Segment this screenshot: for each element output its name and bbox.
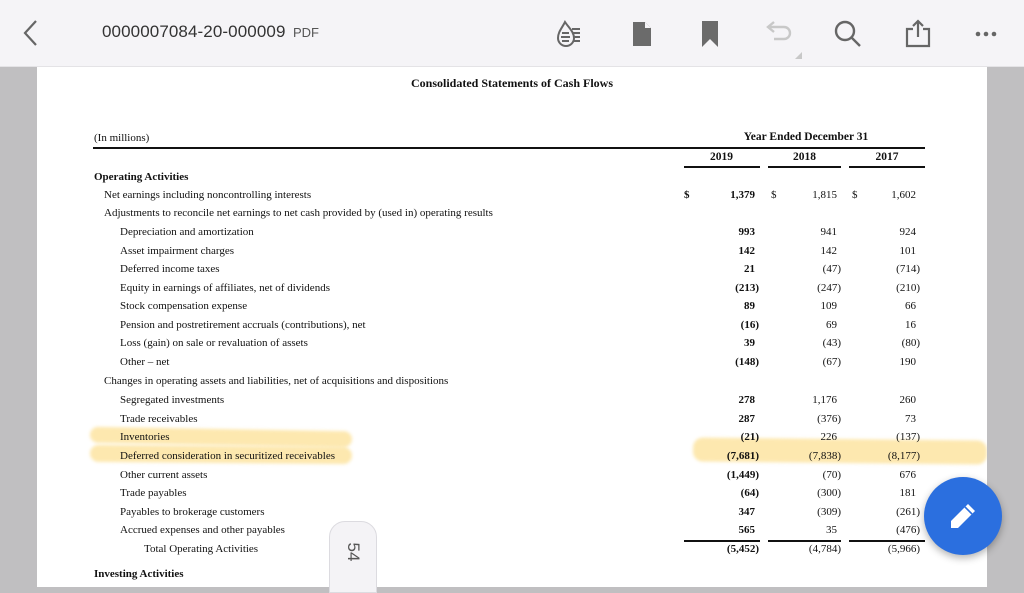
currency-symbol: $ [684, 189, 690, 201]
value-2019: (16) [740, 319, 759, 331]
back-icon [18, 16, 46, 50]
value-2017: 1,602 [891, 189, 916, 201]
row-label: Total Operating Activities [144, 543, 259, 555]
table-row [37, 543, 987, 561]
table-row [37, 207, 987, 225]
value-2018: 226 [820, 431, 837, 443]
value-2019: 89 [744, 300, 755, 312]
value-2019: (21) [740, 431, 759, 443]
value-2018: (67) [822, 356, 841, 368]
page-number: 54 [344, 542, 363, 562]
share-button[interactable] [902, 18, 934, 50]
value-2019: 287 [738, 413, 755, 425]
row-label: Loss (gain) on sale or revaluation of assets [120, 337, 308, 349]
table-row [37, 245, 987, 263]
table-row [37, 413, 987, 431]
value-2019: (64) [740, 487, 759, 499]
row-label: Inventories [120, 431, 170, 443]
row-label: Pension and postretirement accruals (contributions), net [120, 319, 366, 331]
table-row [37, 506, 987, 524]
year-2017: 2017 [875, 151, 899, 163]
value-2017: 924 [899, 226, 916, 238]
value-2018: 69 [826, 319, 837, 331]
table-row [37, 375, 987, 393]
edit-fab-button[interactable] [924, 477, 1002, 555]
header-rule [93, 147, 925, 149]
value-2018: (4,784) [808, 543, 841, 555]
value-2018: 109 [820, 300, 837, 312]
value-2017: 16 [905, 319, 916, 331]
row-label: Deferred income taxes [120, 263, 220, 275]
row-label: Stock compensation expense [120, 300, 248, 312]
table-row [37, 319, 987, 337]
page-button[interactable] [626, 18, 658, 50]
toolbar [0, 0, 1024, 67]
row-label: Depreciation and amortization [120, 226, 254, 238]
value-2019: (7,681) [726, 450, 759, 462]
value-2018: (247) [817, 282, 841, 294]
row-label: Equity in earnings of affiliates, net of dividends [120, 282, 330, 294]
units-label: (In millions) [94, 132, 150, 144]
value-2017: (80) [901, 337, 920, 349]
value-2018: (309) [817, 506, 841, 518]
value-2017: (210) [896, 282, 920, 294]
value-2019: 565 [738, 524, 755, 536]
total-rule [768, 540, 841, 542]
row-label: Adjustments to reconcile net earnings to net cash provided by (used in) operating results [104, 207, 493, 219]
value-2018: (43) [822, 337, 841, 349]
value-2018: 35 [826, 524, 837, 536]
bookmark-button[interactable] [694, 18, 726, 50]
value-2017: 190 [899, 356, 916, 368]
value-2017: 73 [905, 413, 916, 425]
value-2018: (7,838) [808, 450, 841, 462]
value-2017: (476) [896, 524, 920, 536]
value-2017: 260 [899, 394, 916, 406]
page-number-indicator[interactable] [329, 521, 377, 593]
value-2017: 181 [899, 487, 916, 499]
back-button[interactable] [18, 16, 46, 50]
year-rule [768, 166, 841, 168]
page-icon [626, 18, 658, 50]
value-2019: 1,379 [730, 189, 755, 201]
value-2019: 278 [738, 394, 755, 406]
total-rule [849, 540, 925, 542]
more-button[interactable] [972, 18, 1004, 50]
search-icon [832, 18, 864, 50]
value-2018: 1,176 [812, 394, 837, 406]
row-label: Segregated investments [120, 394, 225, 406]
year-2018: 2018 [793, 151, 816, 163]
table-row [37, 469, 987, 487]
value-2018: 142 [820, 245, 837, 257]
value-2018: 1,815 [812, 189, 837, 201]
table-row [37, 487, 987, 505]
value-2019: 347 [738, 506, 755, 518]
value-2019: 39 [744, 337, 755, 349]
value-2019: 142 [738, 245, 755, 257]
row-label: Payables to brokerage customers [120, 506, 265, 518]
value-2018: (376) [817, 413, 841, 425]
value-2017: 66 [905, 300, 916, 312]
row-label: Net earnings including noncontrolling interests [104, 189, 312, 201]
row-label: Trade receivables [120, 413, 198, 425]
statement-title: Consolidated Statements of Cash Flows [410, 76, 613, 90]
value-2019: (148) [735, 356, 759, 368]
undo-button[interactable] [764, 18, 796, 50]
year-rule [684, 166, 760, 168]
year-rule [849, 166, 925, 168]
total-rule [684, 540, 760, 542]
value-2018: (47) [822, 263, 841, 275]
table-row [37, 226, 987, 244]
value-2017: (714) [896, 263, 920, 275]
row-label: Deferred consideration in securitized receivables [120, 450, 336, 462]
row-label: Changes in operating assets and liabilities, net of acquisitions and dispositions [104, 375, 449, 387]
share-icon [902, 18, 934, 50]
table-row [37, 450, 987, 468]
year-2019: 2019 [710, 151, 733, 163]
value-2019: (5,452) [726, 543, 759, 555]
period-header: Year Ended December 31 [743, 131, 869, 143]
pdf-page[interactable] [37, 67, 987, 587]
table-row [37, 263, 987, 281]
value-2017: 676 [899, 469, 916, 481]
value-2019: 21 [744, 263, 755, 275]
value-2017: (261) [896, 506, 920, 518]
row-label: Trade payables [120, 487, 187, 499]
value-2019: (1,449) [726, 469, 759, 481]
table-row [37, 282, 987, 300]
table-row [37, 300, 987, 318]
table-row [37, 337, 987, 355]
section-investing-activities: Investing Activities [94, 568, 184, 580]
row-label: Accrued expenses and other payables [120, 524, 285, 536]
document-type: PDF [293, 25, 319, 40]
document-title: 0000007084-20-000009 [102, 22, 286, 41]
pencil-icon [947, 500, 979, 532]
value-2018: (70) [822, 469, 841, 481]
search-button[interactable] [832, 18, 864, 50]
table-row [37, 394, 987, 412]
row-label: Other current assets [120, 469, 208, 481]
table-row [37, 431, 987, 449]
value-2017: 101 [899, 245, 916, 257]
value-2019: (213) [735, 282, 759, 294]
value-2018: 941 [820, 226, 837, 238]
value-2017: (5,966) [887, 543, 920, 555]
reading-mode-icon [555, 18, 587, 50]
more-icon [972, 18, 1004, 50]
reading-mode-button[interactable] [555, 18, 587, 50]
currency-symbol: $ [771, 189, 777, 201]
table-row [37, 524, 987, 542]
currency-symbol: $ [852, 189, 858, 201]
section-operating-activities: Operating Activities [94, 171, 189, 183]
value-2017: (137) [896, 431, 920, 443]
value-2017: (8,177) [887, 450, 920, 462]
value-2019: 993 [738, 226, 755, 238]
value-2018: (300) [817, 487, 841, 499]
row-label: Other – net [120, 356, 170, 368]
table-row [37, 189, 987, 207]
undo-icon [764, 18, 804, 62]
row-label: Asset impairment charges [120, 245, 235, 257]
table-row [37, 356, 987, 374]
bookmark-icon [694, 18, 726, 50]
